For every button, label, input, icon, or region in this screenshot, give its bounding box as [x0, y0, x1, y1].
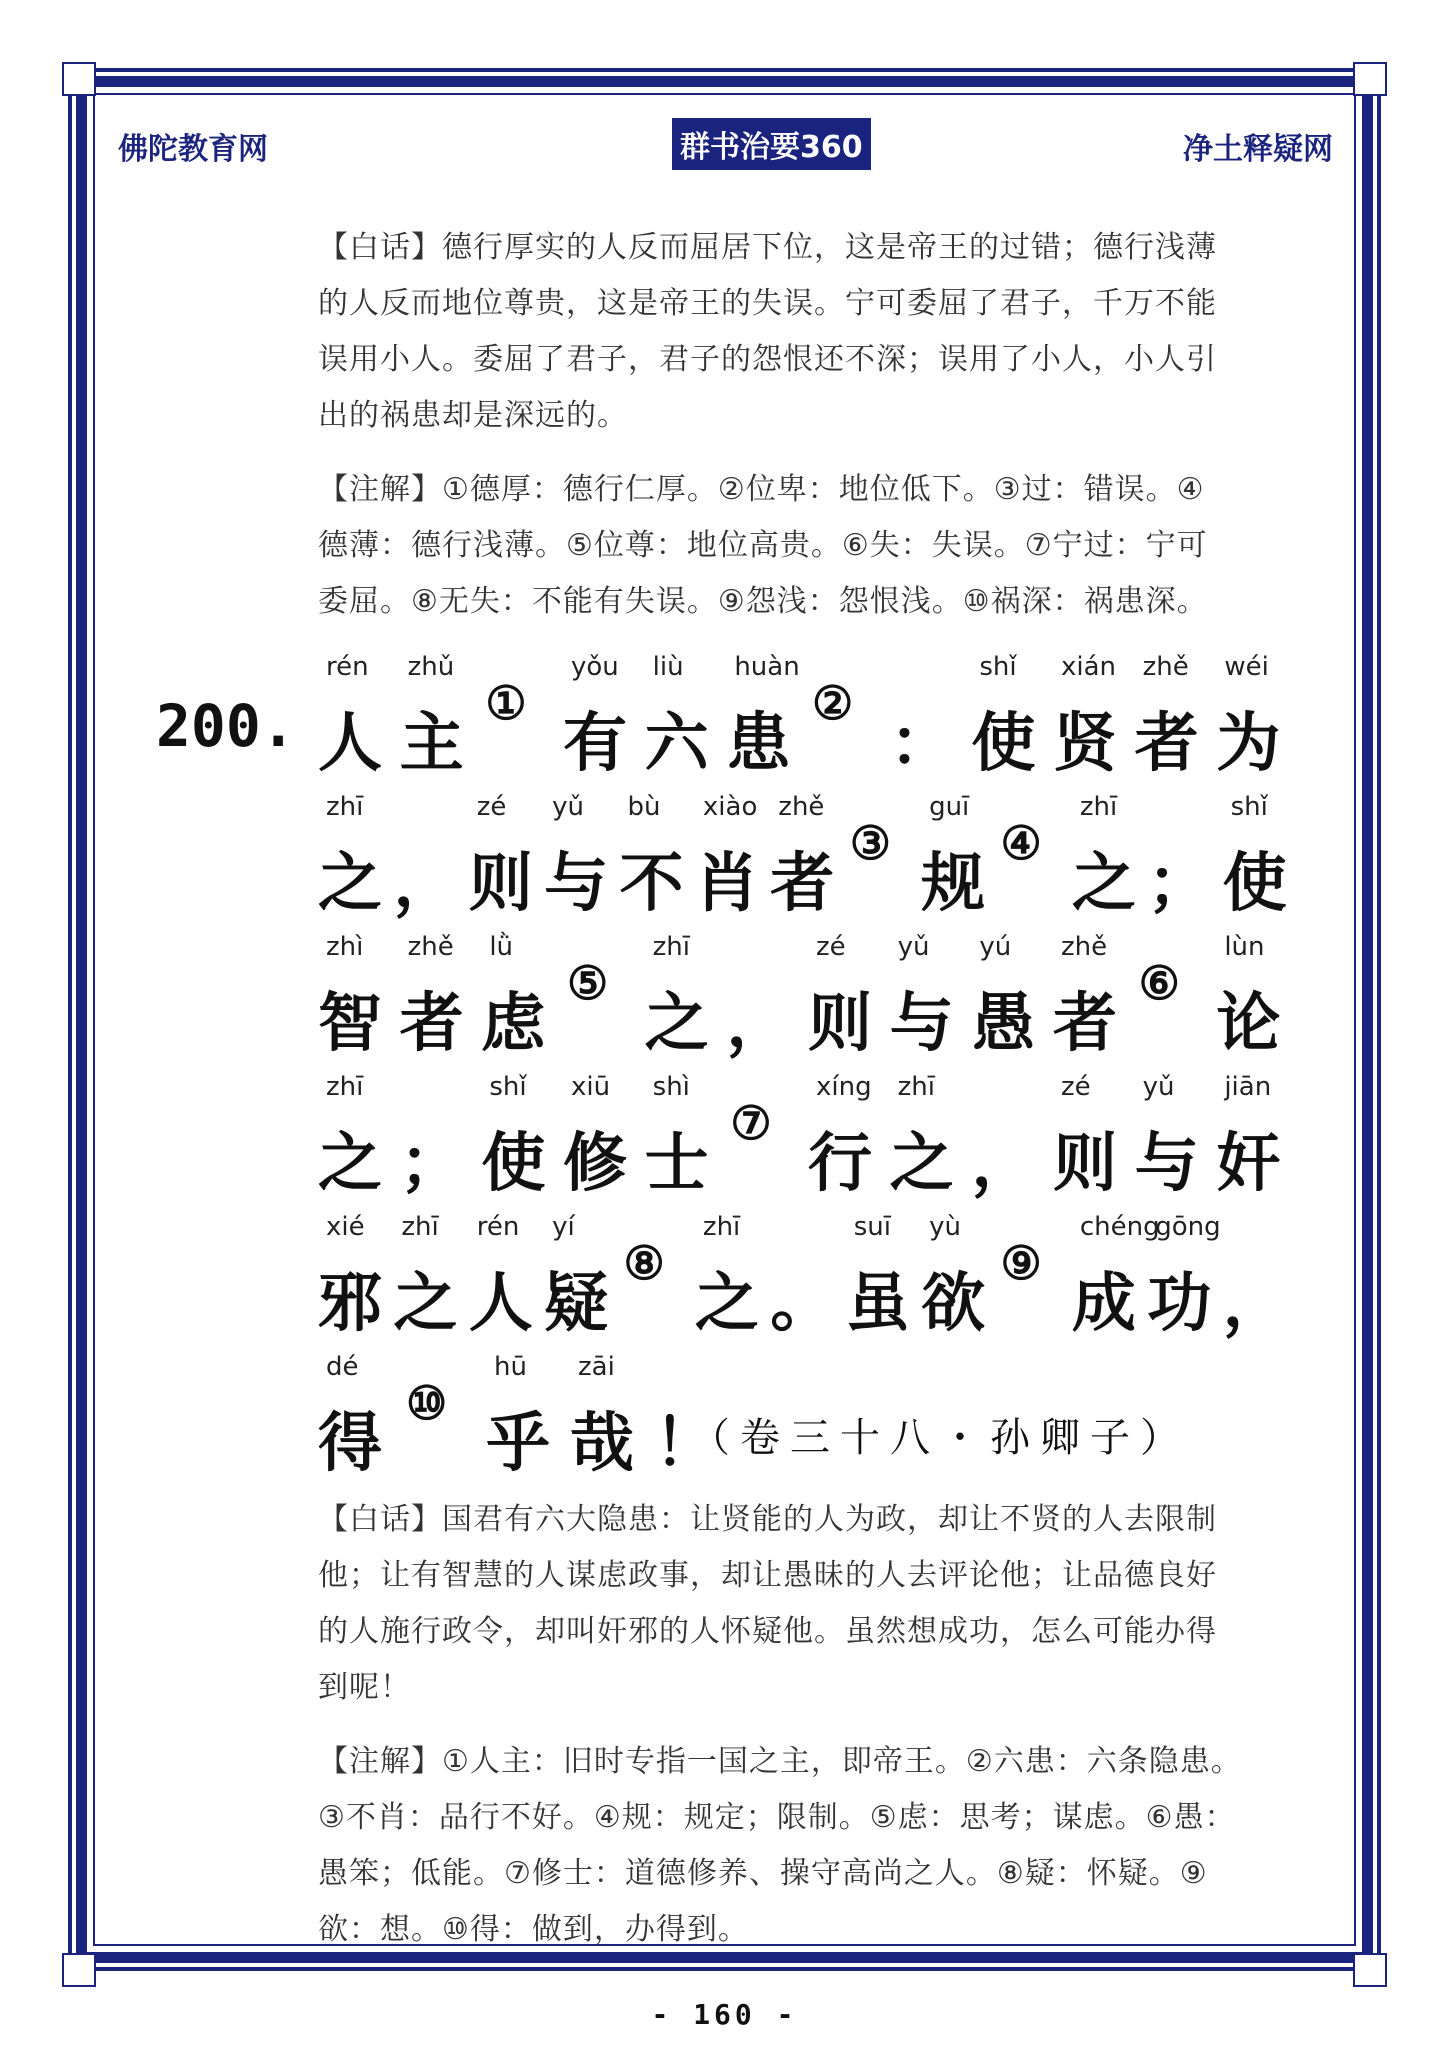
- text-line: 欲：想。⑩得：做到，办得到。: [318, 1912, 749, 1947]
- pinyin-annotation: shǐ: [979, 652, 1017, 682]
- header-left-site: 佛陀教育网: [118, 132, 268, 167]
- notes-paragraph-2: [318, 1734, 1298, 1958]
- classic-char: 人: [468, 1266, 533, 1341]
- classic-char: 邪: [318, 1266, 382, 1341]
- pinyin-annotation: zhě: [1061, 932, 1108, 962]
- pinyin-annotation: zhī: [326, 792, 364, 822]
- classic-char: ，: [1222, 1266, 1287, 1341]
- text-line: 【白话】德行厚实的人反而屈居下位，这是帝王的过错；德行浅薄: [318, 230, 1217, 265]
- pinyin-annotation: rén: [326, 652, 369, 682]
- pinyin-annotation: lùn: [1224, 932, 1265, 962]
- classic-char: ；: [399, 1126, 464, 1201]
- translation-paragraph-2: [318, 1492, 1298, 1716]
- classic-char: 之: [318, 1126, 382, 1201]
- classic-char: 者: [1053, 986, 1117, 1061]
- note-marker: ③: [849, 816, 891, 870]
- header-book-title: 群书治要360: [672, 118, 871, 170]
- pinyin-annotation: dé: [326, 1352, 359, 1382]
- classic-char: 与: [544, 846, 609, 921]
- classic-char: 之: [318, 846, 382, 921]
- text-line: 的人反而地位尊贵，这是帝王的失误。宁可委屈了君子，千万不能: [318, 286, 1217, 321]
- pinyin-annotation: yǒu: [571, 652, 619, 682]
- classic-char: 疑: [544, 1266, 609, 1341]
- note-marker: ②: [812, 676, 854, 730]
- classic-char: 使: [481, 1126, 546, 1201]
- pinyin-annotation: xiào: [702, 792, 758, 822]
- classic-char: 不: [619, 846, 684, 921]
- classic-char: 六: [644, 706, 709, 781]
- source-citation: （卷三十八・孙卿子）: [690, 1415, 1190, 1461]
- pinyin-annotation: yǔ: [897, 932, 930, 962]
- text-line: 委屈。⑧无失：不能有失误。⑨怨浅：怨恨浅。⑩祸深：祸患深。: [318, 584, 1208, 619]
- classic-char: 。: [770, 1266, 835, 1341]
- classic-char: 人: [318, 706, 382, 781]
- pinyin-annotation: zhī: [1079, 792, 1118, 822]
- pinyin-annotation: xié: [326, 1212, 365, 1242]
- translation-paragraph-1: [318, 220, 1298, 444]
- pinyin-annotation: shì: [652, 1072, 690, 1102]
- classic-char: 得: [318, 1406, 382, 1481]
- pinyin-annotation: zhì: [326, 932, 364, 962]
- classic-char: 愚: [971, 986, 1036, 1061]
- classic-char: 者: [399, 986, 464, 1061]
- pinyin-annotation: zhī: [401, 1212, 439, 1242]
- pinyin-annotation: xiū: [571, 1072, 611, 1102]
- classic-char: 为: [1216, 706, 1281, 781]
- pinyin-annotation: zhī: [326, 1072, 364, 1102]
- text-line: 【白话】国君有六大隐患：让贤能的人为政，却让不贤的人去限制: [318, 1502, 1217, 1537]
- classic-char: 者: [770, 846, 835, 921]
- classic-char: ，: [971, 1126, 1036, 1201]
- classic-char: 论: [1216, 986, 1281, 1061]
- pinyin-annotation: zé: [476, 792, 507, 822]
- pinyin-annotation: zhě: [778, 792, 825, 822]
- classic-char: 之: [889, 1126, 954, 1201]
- text-line: 到呢！: [318, 1670, 411, 1705]
- classic-char: ，: [393, 846, 458, 921]
- text-line: 【注解】①人主：旧时专指一国之主，即帝王。②六患：六条隐患。: [318, 1744, 1242, 1779]
- note-marker: ⑩: [406, 1376, 448, 1430]
- classic-char: 有: [563, 706, 627, 781]
- corner-ornament: [1353, 62, 1387, 96]
- classic-char: 则: [808, 986, 872, 1061]
- classic-char: 与: [889, 986, 954, 1061]
- pinyin-annotation: zhī: [897, 1072, 936, 1102]
- classic-char: 乎: [486, 1406, 550, 1481]
- text-line: 出的祸患却是深远的。: [318, 398, 628, 433]
- pinyin-annotation: liù: [652, 652, 684, 682]
- text-line: 【注解】①德厚：德行仁厚。②位卑：地位低下。③过：错误。④: [318, 472, 1205, 507]
- pinyin-annotation: zé: [816, 932, 846, 962]
- pinyin-annotation: zhě: [1142, 652, 1189, 682]
- classic-char: 士: [644, 1126, 709, 1201]
- classic-char: 虑: [481, 986, 546, 1061]
- pinyin-annotation: gōng: [1155, 1212, 1221, 1242]
- note-marker: ④: [1000, 816, 1042, 870]
- classic-char: 患: [726, 706, 791, 781]
- text-line: ③不肖：品行不好。④规：规定；限制。⑤虑：思考；谋虑。⑥愚：: [318, 1800, 1236, 1835]
- classic-char: 主: [399, 706, 464, 781]
- note-marker: ⑥: [1138, 956, 1180, 1010]
- classic-char: 功: [1147, 1266, 1212, 1341]
- classic-char: 欲: [921, 1266, 986, 1341]
- pinyin-annotation: shǐ: [1230, 792, 1268, 822]
- pinyin-annotation: yǔ: [552, 792, 585, 822]
- text-line: 的人施行政令，却叫奸邪的人怀疑他。虽然想成功，怎么可能办得: [318, 1614, 1217, 1649]
- pinyin-annotation: chéng: [1079, 1212, 1160, 1242]
- classic-char: 之: [644, 986, 709, 1061]
- classic-char: 智: [318, 986, 382, 1061]
- pinyin-annotation: guī: [929, 792, 970, 822]
- note-marker: ⑧: [623, 1236, 665, 1290]
- pinyin-annotation: zhě: [407, 932, 454, 962]
- text-line: 他；让有智慧的人谋虑政事，却让愚昧的人去评论他；让品德良好: [318, 1558, 1217, 1593]
- text-line: 愚笨；低能。⑦修士：道德修养、操守高尚之人。⑧疑：怀疑。⑨: [318, 1856, 1208, 1891]
- classic-char: ：: [889, 706, 954, 781]
- pinyin-annotation: yí: [552, 1212, 575, 1242]
- classic-char: 者: [1134, 706, 1199, 781]
- corner-ornament: [62, 1953, 96, 1987]
- pinyin-annotation: yǔ: [1142, 1072, 1175, 1102]
- text-line: 德薄：德行浅薄。⑤位尊：地位高贵。⑥失：失误。⑦宁过：宁可: [318, 528, 1208, 563]
- pinyin-annotation: xíng: [816, 1072, 872, 1102]
- note-marker: ⑦: [730, 1096, 772, 1150]
- page-number: - 160 -: [651, 1998, 798, 2031]
- classic-char: 虽: [845, 1266, 910, 1341]
- note-marker: ⑤: [567, 956, 609, 1010]
- text-line: 误用小人。委屈了君子，君子的怨恨还不深；误用了小人，小人引: [318, 342, 1217, 377]
- pinyin-annotation: yú: [979, 932, 1012, 962]
- classic-char: 使: [1222, 846, 1287, 921]
- pinyin-annotation: zhǔ: [407, 652, 455, 682]
- header-right-site: 净土释疑网: [1183, 132, 1333, 167]
- classic-char: 则: [468, 846, 533, 921]
- pinyin-annotation: bù: [627, 792, 661, 822]
- classic-char: 行: [808, 1126, 872, 1201]
- classic-char: 之: [694, 1266, 759, 1341]
- pinyin-annotation: jiān: [1224, 1072, 1272, 1102]
- corner-ornament: [62, 62, 96, 96]
- classic-char: ！: [654, 1406, 718, 1481]
- classic-char: ；: [1147, 846, 1212, 921]
- classic-char: 奸: [1216, 1126, 1281, 1201]
- classic-char: 使: [971, 706, 1036, 781]
- note-marker: ①: [485, 676, 527, 730]
- pinyin-annotation: zāi: [578, 1352, 615, 1382]
- pinyin-annotation: lǜ: [489, 932, 514, 962]
- pinyin-annotation: zé: [1061, 1072, 1091, 1102]
- classic-char: ，: [726, 986, 791, 1061]
- classic-char: 之: [393, 1266, 458, 1341]
- pinyin-annotation: yù: [929, 1212, 961, 1242]
- classic-char: 贤: [1053, 706, 1117, 781]
- note-marker: ⑨: [1000, 1236, 1042, 1290]
- pinyin-annotation: wéi: [1224, 652, 1269, 682]
- pinyin-annotation: hū: [494, 1352, 527, 1382]
- pinyin-annotation: zhī: [702, 1212, 741, 1242]
- corner-ornament: [1353, 1953, 1387, 1987]
- classic-char: 规: [921, 846, 986, 921]
- classic-char: 之: [1071, 846, 1136, 921]
- pinyin-annotation: xián: [1061, 652, 1117, 682]
- classic-char: 修: [563, 1126, 627, 1201]
- item-number: 200.: [156, 692, 296, 760]
- classic-char: 肖: [694, 846, 759, 921]
- classic-char: 成: [1071, 1266, 1136, 1341]
- classic-char: 哉: [570, 1406, 634, 1481]
- notes-paragraph-1: [318, 462, 1298, 630]
- pinyin-annotation: shǐ: [489, 1072, 527, 1102]
- pinyin-annotation: huàn: [734, 652, 800, 682]
- pinyin-annotation: zhī: [652, 932, 691, 962]
- classic-char: 则: [1053, 1126, 1117, 1201]
- pinyin-annotation: rén: [476, 1212, 520, 1242]
- pinyin-annotation: suī: [853, 1212, 891, 1242]
- classic-char: 与: [1134, 1126, 1199, 1201]
